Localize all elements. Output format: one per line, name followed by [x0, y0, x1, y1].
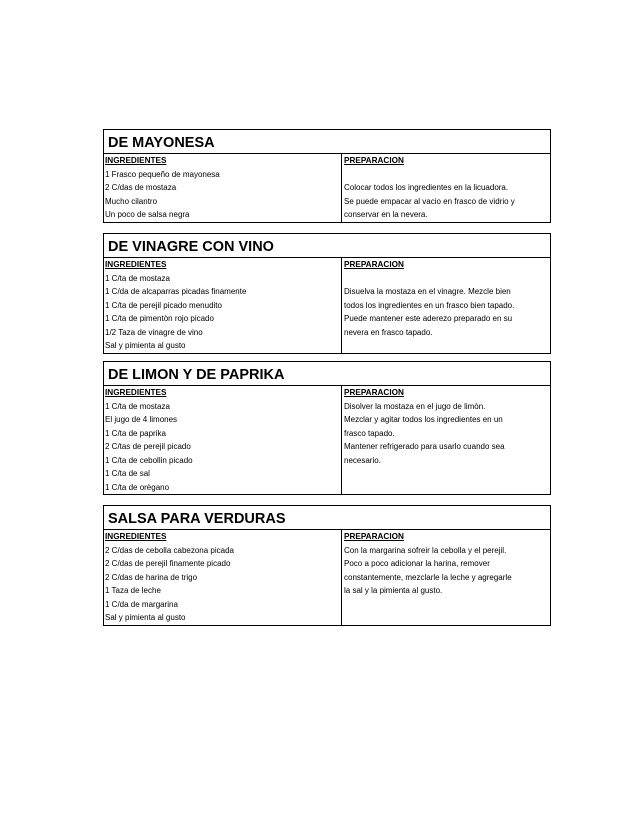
- preparation-header: PREPARACION: [344, 388, 404, 397]
- preparation-line: Disolver la mostaza en el jugo de limòn.: [344, 401, 486, 411]
- preparation-line: [342, 481, 550, 495]
- preparation-line: [342, 272, 550, 286]
- preparation-line: Mantener refrigerado para usarlo cuando sea: [344, 442, 505, 451]
- preparation-line: necesario.: [344, 455, 381, 465]
- ingredient-line: 2 C/das de harina de trigo: [105, 572, 198, 582]
- ingredient-line: 1 C/da de margarina: [105, 599, 178, 609]
- ingredient-line: 2 C/das de cebolla cabezona picada: [105, 545, 234, 555]
- preparation-line: [342, 168, 550, 182]
- ingredients-column: [104, 386, 342, 494]
- preparation-line: [342, 467, 550, 481]
- recipe-block: [103, 361, 551, 495]
- ingredient-line: El jugo de 4 limones: [105, 415, 178, 424]
- preparation-line: Poco a poco adicionar la harina, remover: [344, 559, 490, 568]
- preparation-header: PREPARACION: [344, 260, 404, 269]
- recipe-block: [103, 129, 551, 223]
- ingredient-line: Mucho cilantro: [105, 196, 158, 206]
- recipe-title: DE VINAGRE CON VINO: [104, 234, 550, 258]
- ingredients-header: INGREDIENTES: [105, 388, 167, 397]
- ingredients-column: [104, 530, 342, 625]
- recipe-title: SALSA PARA VERDURAS: [104, 506, 550, 530]
- preparation-column: [342, 154, 550, 222]
- ingredient-line: 1 C/ta de mostaza: [105, 273, 170, 283]
- recipe-title: DE LIMON Y DE PAPRIKA: [104, 362, 550, 386]
- preparation-line: Con la margarina sofreir la cebolla y el perejil.: [344, 545, 507, 555]
- recipe-table: [104, 530, 550, 625]
- preparation-column: [342, 386, 550, 494]
- recipe-block: [103, 233, 551, 354]
- preparation-line: frasco tapado.: [344, 428, 395, 438]
- preparation-header: PREPARACION: [344, 532, 404, 541]
- preparation-line: Mezclar y agitar todos los ingredientes en un: [344, 415, 503, 424]
- preparation-header: PREPARACION: [344, 156, 404, 165]
- preparation-line: Se puede empacar al vacio en frasco de vidrio y: [344, 196, 515, 206]
- ingredients-header: INGREDIENTES: [105, 156, 167, 165]
- ingredient-line: Sal y pimienta al gusto: [105, 613, 186, 622]
- preparation-line: [342, 339, 550, 353]
- recipe-title: DE MAYONESA: [104, 130, 550, 154]
- ingredients-column: [104, 154, 342, 222]
- ingredient-line: 1 C/ta de sal: [105, 469, 150, 478]
- recipe-table: [104, 258, 550, 353]
- ingredient-line: 2 C/das de mostaza: [105, 183, 177, 192]
- ingredient-line: 1 C/ta de paprika: [105, 428, 166, 438]
- ingredient-line: 1 C/ta de cebollin picado: [105, 455, 193, 465]
- ingredient-line: 1 Taza de leche: [105, 586, 161, 595]
- ingredient-line: 1 C/ta de perejil picado menudito: [105, 300, 222, 310]
- ingredients-header: INGREDIENTES: [105, 532, 167, 541]
- preparation-line: [342, 598, 550, 612]
- preparation-line: todos los ingredientes en un frasco bien tapado.: [344, 300, 515, 310]
- ingredient-line: 1 C/ta de pimentòn rojo picado: [105, 314, 214, 323]
- preparation-line: conservar en la nevera.: [344, 210, 428, 219]
- preparation-line: Colocar todos los ingredientes en la licuadora.: [344, 183, 509, 192]
- ingredient-line: Sal y pimienta al gusto: [105, 341, 186, 350]
- ingredient-line: Un poco de salsa negra: [105, 210, 190, 219]
- ingredient-line: 1 C/ta de mostaza: [105, 401, 170, 411]
- preparation-line: constantemente, mezclarle la leche y agregarle: [344, 572, 512, 582]
- ingredients-header: INGREDIENTES: [105, 260, 167, 269]
- preparation-line: Puede mantener este aderezo preparado en su: [344, 314, 513, 323]
- preparation-line: la sal y la pimienta al gusto.: [344, 586, 443, 595]
- preparation-line: nevera en frasco tapado.: [344, 327, 433, 337]
- preparation-column: [342, 258, 550, 353]
- ingredient-line: 1/2 Taza de vinagre de vino: [105, 327, 203, 337]
- ingredient-line: 2 C/tas de perejil picado: [105, 442, 191, 451]
- preparation-line: [342, 611, 550, 625]
- ingredients-column: [104, 258, 342, 353]
- preparation-column: [342, 530, 550, 625]
- recipe-table: [104, 154, 550, 222]
- recipe-table: [104, 386, 550, 494]
- recipe-block: [103, 505, 551, 626]
- ingredient-line: 1 C/da de alcaparras picadas finamente: [105, 287, 247, 296]
- ingredient-line: 1 Frasco pequeño de mayonesa: [105, 169, 220, 179]
- preparation-line: Disuelva la mostaza en el vinagre. Mezcle bien: [344, 287, 511, 296]
- ingredient-line: 1 C/ta de orègano: [105, 482, 170, 492]
- ingredient-line: 2 C/das de perejil finamente picado: [105, 559, 231, 568]
